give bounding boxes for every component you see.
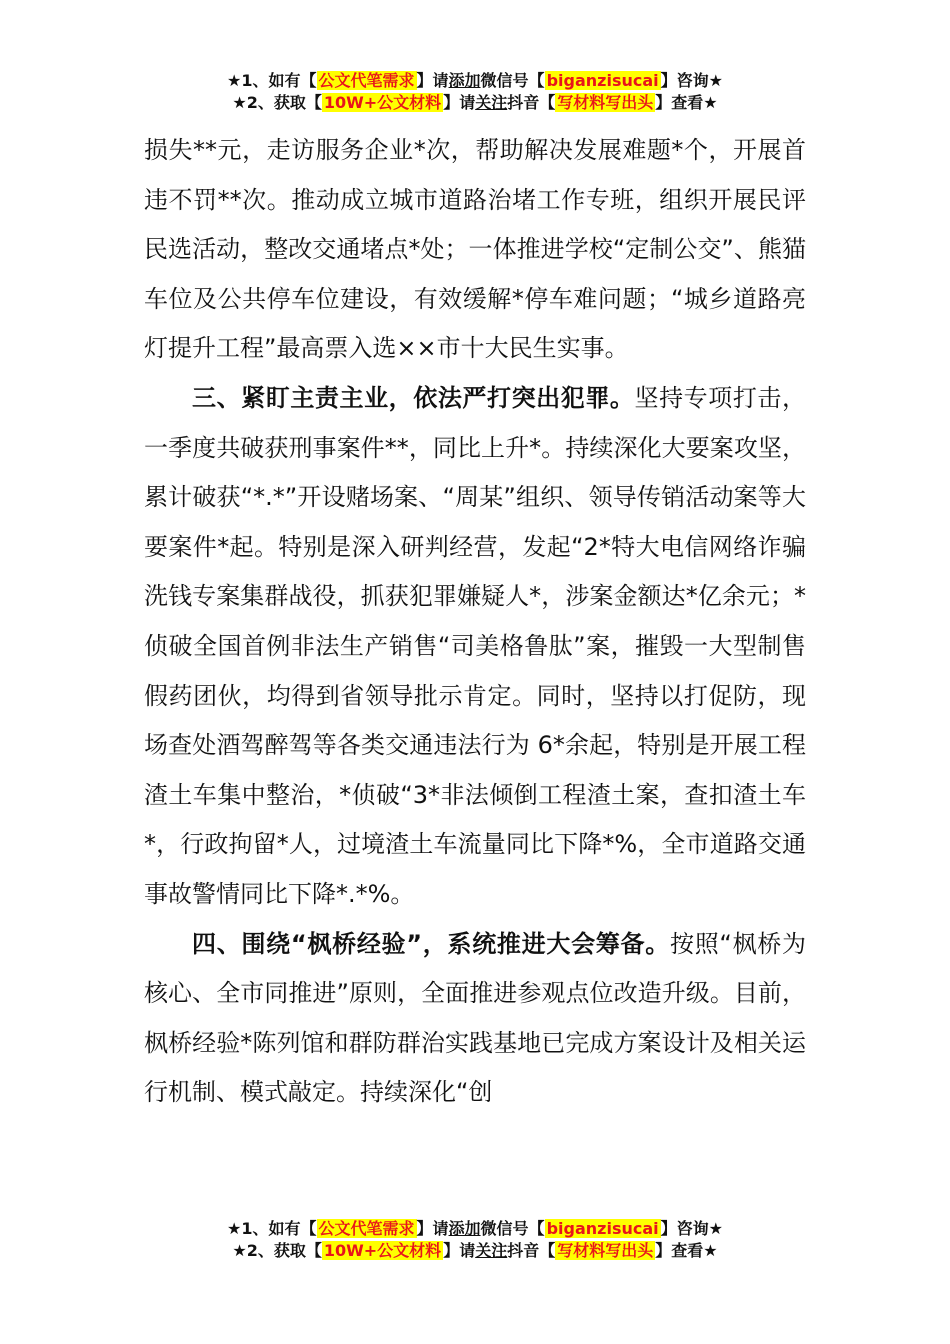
banner-wechat-id: biganzisucai: [546, 71, 659, 90]
banner-douyin-id: 写材料写出头: [557, 1241, 654, 1260]
banner-underlined-text: 添加: [448, 1219, 481, 1238]
paragraph-text: 坚持专项打击，一季度共破获刑事案件**，同比上升*。持续深化大要案攻坚，累计破获“*.*”开设赌场案、“周某”组织、领导传销活动案等大要案件*起。特别是深入研判经营，发起“2*特大电信网络诈骗洗钱专案集群战役，抓获犯罪嫌疑人*，涉案金额达*亿余元；*侦破全国首例非法生产销售“司美格鲁肽”案，摧毁一大型制售假药团伙，均得到省领导批示肯定。同时，坚持以打促防，现场查处酒驾醉驾等各类交通违法行为 6*余起，特别是开展工程渣土车集中整治，*侦破“3*非法倾倒工程渣土案，查扣渣土车*，行政拘留*人，过境渣土车流量同比下降*%，全市道路交通事故警情同比下降*.*%。: [144, 383, 806, 908]
paragraph-text: 损失**元，走访服务企业*次，帮助解决发展难题*个，开展首违不罚**次。推动成立城市道路治堵工作专班，组织开展民评民选活动，整改交通堵点*处；一体推进学校“定制公交”、熊猫车位及公共停车位建设，有效缓解*停车难问题；“城乡道路亮灯提升工程”最高票入选××市十大民生实事。: [144, 136, 806, 363]
banner-text: 抖音【: [507, 1241, 556, 1260]
section-heading: 三、紧盯主责主业，依法严打突出犯罪。: [192, 383, 635, 412]
banner-wechat-id: biganzisucai: [546, 1219, 659, 1238]
banner-highlight: 10W+公文材料: [323, 1241, 442, 1260]
banner-underlined-text: 关注: [475, 1241, 508, 1260]
banner-highlight: 公文代笔需求: [318, 71, 415, 90]
banner-text: ★2、获取【: [232, 1241, 322, 1260]
banner-text: 抖音【: [507, 93, 556, 112]
document-body: [144, 126, 806, 1118]
banner-line-2: [0, 92, 950, 114]
paragraph-section-3: [144, 374, 806, 920]
banner-line-1: [0, 70, 950, 92]
banner-text: 微信号【: [480, 1219, 545, 1238]
banner-underlined-text: 添加: [448, 71, 481, 90]
banner-text: ★1、如有【: [227, 1219, 317, 1238]
banner-text: 】请: [416, 1219, 449, 1238]
banner-underlined-text: 关注: [475, 93, 508, 112]
banner-line-2: [0, 1240, 950, 1262]
banner-line-1: [0, 1218, 950, 1240]
banner-text: ★1、如有【: [227, 71, 317, 90]
banner-text: 微信号【: [480, 71, 545, 90]
banner-highlight: 10W+公文材料: [323, 93, 442, 112]
banner-text: 】请: [443, 93, 476, 112]
section-heading: 四、围绕“枫桥经验”，系统推进大会筹备。: [192, 929, 670, 958]
paragraph-text: 按照“枫桥为核心、全市同推进”原则，全面推进参观点位改造升级。目前，枫桥经验*陈列馆和群防群治实践基地已完成方案设计及相关运行机制、模式敲定。持续深化“创: [144, 929, 807, 1107]
bottom-banner: [0, 1218, 950, 1262]
paragraph-section-4: [144, 920, 806, 1118]
banner-douyin-id: 写材料写出头: [557, 93, 654, 112]
banner-text: 】查看★: [655, 1241, 718, 1260]
banner-highlight: 公文代笔需求: [318, 1219, 415, 1238]
top-banner: [0, 70, 950, 114]
paragraph-continuation: [144, 126, 806, 374]
banner-text: 】查看★: [655, 93, 718, 112]
banner-text: 】请: [416, 71, 449, 90]
banner-text: 】咨询★: [660, 1219, 723, 1238]
banner-text: 】请: [443, 1241, 476, 1260]
banner-text: 】咨询★: [660, 71, 723, 90]
banner-text: ★2、获取【: [232, 93, 322, 112]
